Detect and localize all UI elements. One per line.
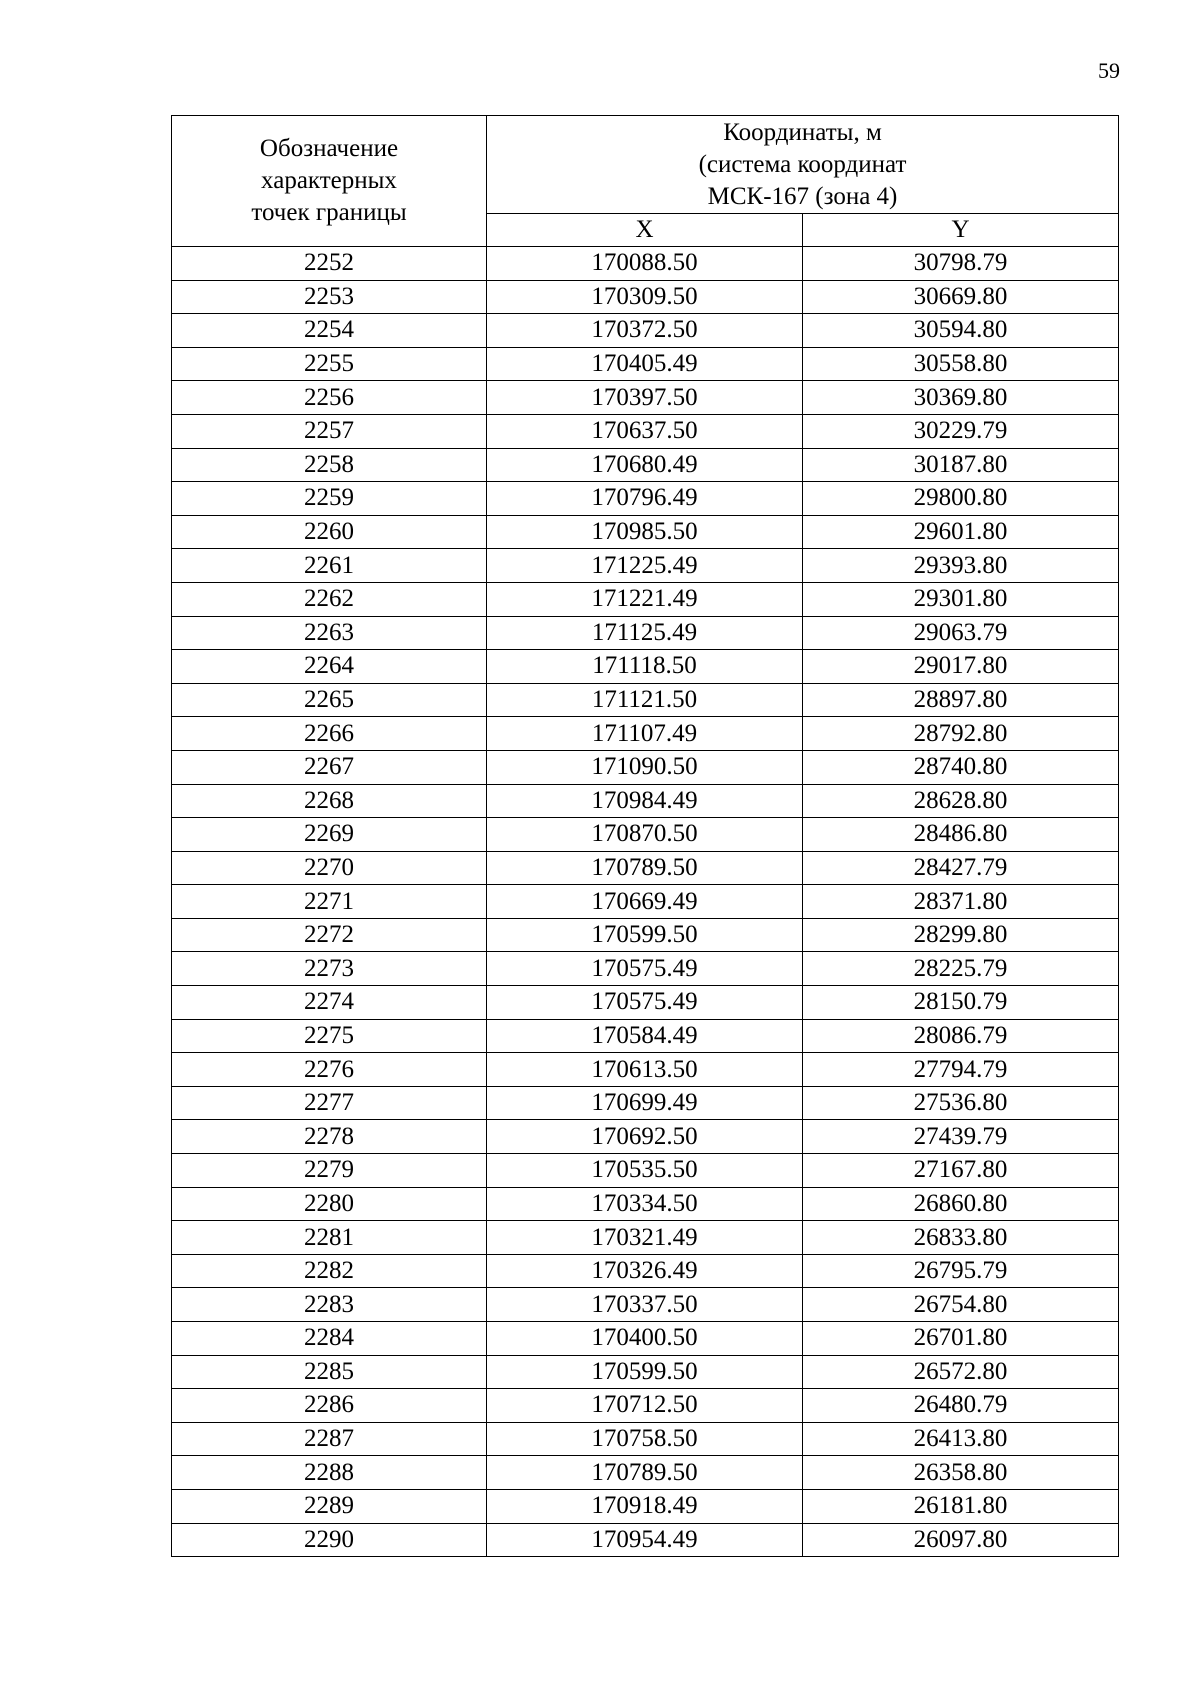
point-id-cell: 2253 [172,280,487,314]
table-row [172,1120,1119,1154]
point-id-cell: 2283 [172,1288,487,1322]
y-coordinate-cell: 26358.80 [803,1456,1119,1490]
point-designation-header [172,116,487,247]
x-coordinate-cell: 170372.50 [487,314,803,348]
x-coordinate-cell: 171118.50 [487,650,803,684]
table-row [172,1154,1119,1188]
y-coordinate-cell: 30594.80 [803,314,1119,348]
coordinates-table [171,115,1119,1557]
point-header-line-3: точек границы [251,199,407,226]
table-row [172,1422,1119,1456]
y-coordinate-cell: 26097.80 [803,1523,1119,1557]
x-coordinate-cell: 170984.49 [487,784,803,818]
y-coordinate-cell: 27167.80 [803,1154,1119,1188]
point-id-cell: 2284 [172,1322,487,1356]
table-row [172,1288,1119,1322]
y-coordinate-cell: 28086.79 [803,1019,1119,1053]
y-coordinate-cell: 28792.80 [803,717,1119,751]
table-row [172,381,1119,415]
coords-header-line-3: МСК-167 (зона 4) [707,182,898,210]
y-coordinate-cell: 28486.80 [803,818,1119,852]
x-coordinate-cell: 170637.50 [487,414,803,448]
coordinates-header [487,116,1119,214]
point-header-line-1: Обозначение [259,135,399,162]
x-coordinate-cell: 170954.49 [487,1523,803,1557]
x-coordinate-cell: 170613.50 [487,1053,803,1087]
table-row [172,1523,1119,1557]
table-row [172,1355,1119,1389]
point-id-cell: 2277 [172,1086,487,1120]
point-id-cell: 2268 [172,784,487,818]
table-row [172,314,1119,348]
point-id-cell: 2285 [172,1355,487,1389]
table-row [172,952,1119,986]
point-id-cell: 2286 [172,1389,487,1423]
y-coordinate-cell: 26754.80 [803,1288,1119,1322]
y-coordinate-cell: 26413.80 [803,1422,1119,1456]
y-coordinate-cell: 29800.80 [803,482,1119,516]
x-coordinate-cell: 170575.49 [487,952,803,986]
x-coordinate-cell: 170309.50 [487,280,803,314]
point-id-cell: 2263 [172,616,487,650]
x-coordinate-cell: 170692.50 [487,1120,803,1154]
point-id-cell: 2265 [172,683,487,717]
table-row [172,1086,1119,1120]
point-id-cell: 2267 [172,750,487,784]
y-coordinate-cell: 30669.80 [803,280,1119,314]
y-coordinate-cell: 29601.80 [803,515,1119,549]
point-id-cell: 2257 [172,414,487,448]
x-coordinate-cell: 170321.49 [487,1221,803,1255]
y-coordinate-cell: 26860.80 [803,1187,1119,1221]
y-coordinate-cell: 26480.79 [803,1389,1119,1423]
y-coordinate-cell: 28740.80 [803,750,1119,784]
y-coordinate-cell: 28225.79 [803,952,1119,986]
y-coordinate-cell: 28299.80 [803,918,1119,952]
y-coordinate-cell: 28371.80 [803,885,1119,919]
table-row [172,1389,1119,1423]
y-coordinate-cell: 26181.80 [803,1489,1119,1523]
point-id-cell: 2279 [172,1154,487,1188]
x-coordinate-cell: 171090.50 [487,750,803,784]
x-coordinate-cell: 170796.49 [487,482,803,516]
table-row [172,1322,1119,1356]
point-id-cell: 2280 [172,1187,487,1221]
y-coordinate-cell: 30187.80 [803,448,1119,482]
point-id-cell: 2276 [172,1053,487,1087]
table-row [172,1053,1119,1087]
x-coordinate-cell: 170680.49 [487,448,803,482]
table-row [172,1187,1119,1221]
x-coordinate-cell: 170405.49 [487,347,803,381]
table-row [172,986,1119,1020]
point-id-cell: 2271 [172,885,487,919]
point-id-cell: 2278 [172,1120,487,1154]
table-header [172,116,1119,247]
y-coordinate-cell: 30369.80 [803,381,1119,415]
y-coordinate-cell: 29301.80 [803,582,1119,616]
point-id-cell: 2290 [172,1523,487,1557]
page-number: 59 [1098,58,1120,83]
x-coordinate-cell: 171121.50 [487,683,803,717]
table-body [172,247,1119,1557]
point-id-cell: 2273 [172,952,487,986]
x-coordinate-cell: 170789.50 [487,851,803,885]
table-row [172,616,1119,650]
point-header-line-2: характерных [261,167,397,194]
x-coordinate-cell: 170712.50 [487,1389,803,1423]
table-row [172,851,1119,885]
x-coordinate-cell: 170870.50 [487,818,803,852]
x-coordinate-cell: 170985.50 [487,515,803,549]
table-row [172,482,1119,516]
point-id-cell: 2266 [172,717,487,751]
table-row [172,247,1119,281]
point-id-cell: 2272 [172,918,487,952]
point-id-cell: 2261 [172,549,487,583]
x-coordinate-cell: 170397.50 [487,381,803,415]
table-row [172,1019,1119,1053]
x-coordinate-cell: 170789.50 [487,1456,803,1490]
point-id-cell: 2256 [172,381,487,415]
x-coordinate-cell: 170599.50 [487,1355,803,1389]
point-id-cell: 2282 [172,1254,487,1288]
y-coordinate-cell: 26795.79 [803,1254,1119,1288]
x-coordinate-cell: 170758.50 [487,1422,803,1456]
y-coordinate-cell: 30229.79 [803,414,1119,448]
y-coordinate-cell: 27439.79 [803,1120,1119,1154]
point-id-cell: 2287 [172,1422,487,1456]
x-coordinate-cell: 170334.50 [487,1187,803,1221]
x-coordinate-cell: 170584.49 [487,1019,803,1053]
x-coordinate-cell: 171107.49 [487,717,803,751]
header-row-top [172,116,1119,214]
y-coordinate-cell: 29393.80 [803,549,1119,583]
table-row [172,1254,1119,1288]
table-row [172,750,1119,784]
x-coordinate-cell: 171221.49 [487,582,803,616]
coords-header-line-1: Координаты, м [723,118,882,146]
point-id-cell: 2264 [172,650,487,684]
table-row [172,1456,1119,1490]
point-id-cell: 2259 [172,482,487,516]
x-coordinate-cell: 170669.49 [487,885,803,919]
x-coordinate-cell: 171225.49 [487,549,803,583]
x-coordinate-cell: 170088.50 [487,247,803,281]
x-coordinate-cell: 170326.49 [487,1254,803,1288]
table-row [172,717,1119,751]
table-row [172,650,1119,684]
x-coordinate-cell: 170535.50 [487,1154,803,1188]
x-coordinate-cell: 170918.49 [487,1489,803,1523]
table-row [172,784,1119,818]
table-row [172,448,1119,482]
table-row [172,515,1119,549]
point-id-cell: 2275 [172,1019,487,1053]
point-id-cell: 2262 [172,582,487,616]
table-row [172,414,1119,448]
point-id-cell: 2254 [172,314,487,348]
table-row [172,1489,1119,1523]
y-coordinate-cell: 26572.80 [803,1355,1119,1389]
y-coordinate-cell: 28628.80 [803,784,1119,818]
y-coordinate-cell: 29017.80 [803,650,1119,684]
y-coordinate-cell: 28427.79 [803,851,1119,885]
y-column-header: Y [803,214,1119,247]
table-row [172,280,1119,314]
point-id-cell: 2288 [172,1456,487,1490]
x-coordinate-cell: 170337.50 [487,1288,803,1322]
y-coordinate-cell: 30558.80 [803,347,1119,381]
table-row [172,582,1119,616]
y-coordinate-cell: 26701.80 [803,1322,1119,1356]
y-coordinate-cell: 26833.80 [803,1221,1119,1255]
x-coordinate-cell: 170599.50 [487,918,803,952]
y-coordinate-cell: 27794.79 [803,1053,1119,1087]
table-row [172,683,1119,717]
y-coordinate-cell: 29063.79 [803,616,1119,650]
point-id-cell: 2269 [172,818,487,852]
point-id-cell: 2281 [172,1221,487,1255]
table-row [172,885,1119,919]
y-coordinate-cell: 27536.80 [803,1086,1119,1120]
x-coordinate-cell: 170575.49 [487,986,803,1020]
point-id-cell: 2260 [172,515,487,549]
table-row [172,549,1119,583]
x-column-header: X [487,214,803,247]
point-id-cell: 2289 [172,1489,487,1523]
x-coordinate-cell: 170400.50 [487,1322,803,1356]
table-row [172,1221,1119,1255]
coords-header-line-2: (система координат [698,150,907,178]
point-id-cell: 2258 [172,448,487,482]
y-coordinate-cell: 30798.79 [803,247,1119,281]
x-coordinate-cell: 170699.49 [487,1086,803,1120]
point-id-cell: 2274 [172,986,487,1020]
table-row [172,918,1119,952]
y-coordinate-cell: 28897.80 [803,683,1119,717]
point-id-cell: 2255 [172,347,487,381]
table-row [172,347,1119,381]
x-coordinate-cell: 171125.49 [487,616,803,650]
y-coordinate-cell: 28150.79 [803,986,1119,1020]
point-id-cell: 2270 [172,851,487,885]
point-id-cell: 2252 [172,247,487,281]
table-row [172,818,1119,852]
